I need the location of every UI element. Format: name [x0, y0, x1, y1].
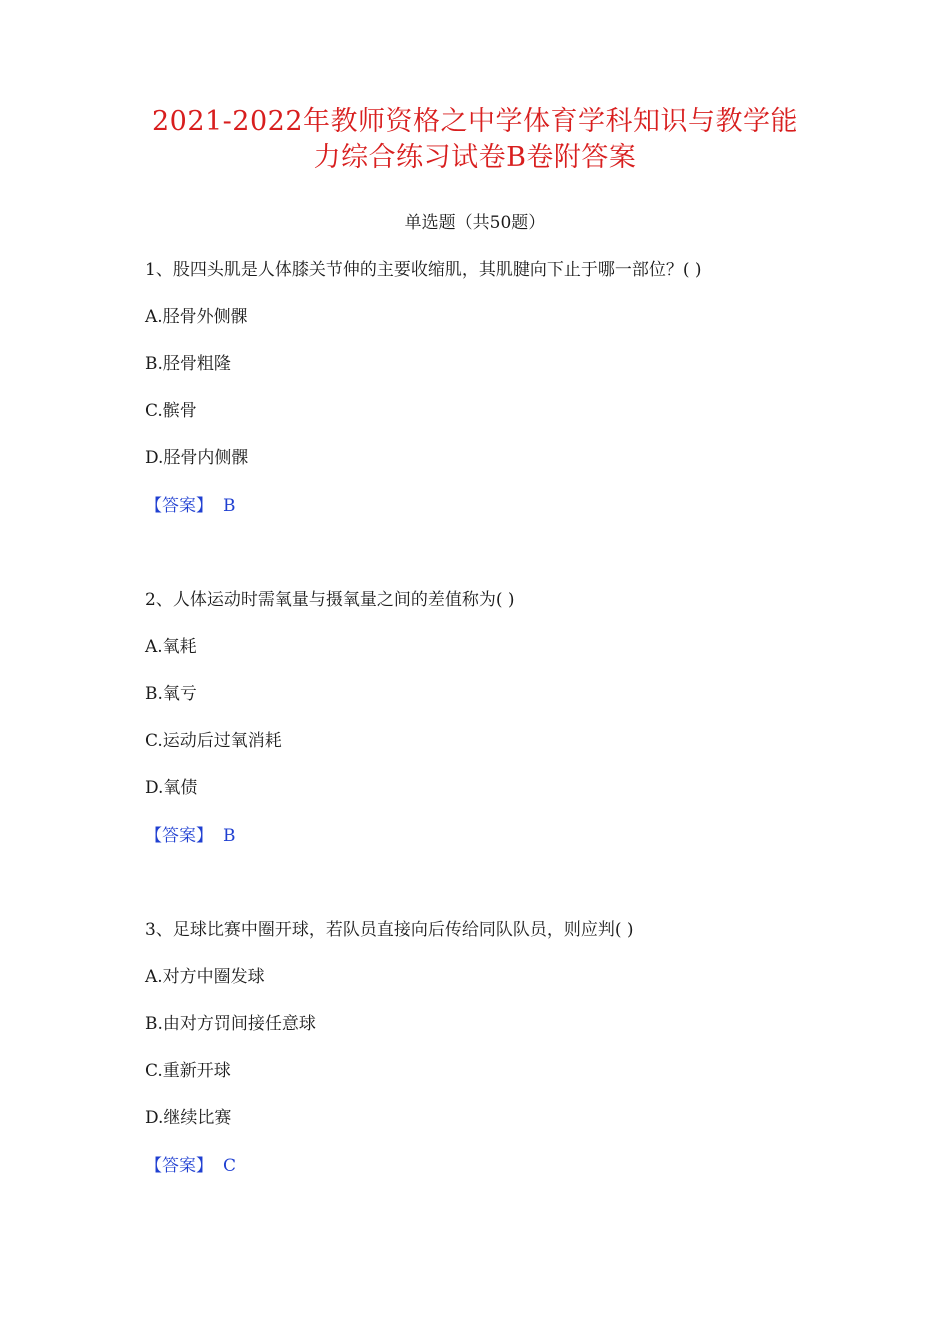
question-1-option-a: A.胫骨外侧髁: [145, 307, 248, 327]
title-line-2: 力综合练习试卷B卷附答案: [313, 142, 637, 173]
question-3-option-b: B.由对方罚间接任意球: [145, 1014, 316, 1034]
answer-value: B: [223, 496, 236, 516]
question-2-option-d: D.氧债: [145, 778, 198, 798]
question-1-answer: [145, 494, 236, 518]
question-3-option-a: A.对方中圈发球: [145, 967, 265, 987]
answer-value: C: [223, 1156, 237, 1176]
document-title: [100, 104, 850, 176]
question-1-text: 1、股四头肌是人体膝关节伸的主要收缩肌，其肌腱向下止于哪一部位？( ): [145, 260, 702, 280]
answer-tag: 【答案】: [145, 1156, 213, 1176]
question-1-option-c: C.髌骨: [145, 401, 197, 421]
question-3-text: 3、足球比赛中圈开球，若队员直接向后传给同队队员，则应判( ): [145, 920, 634, 940]
question-3-option-d: D.继续比赛: [145, 1108, 232, 1128]
section-header: 单选题（共50题）: [404, 213, 546, 233]
question-2-answer: [145, 824, 236, 848]
question-1-option-b: B.胫骨粗隆: [145, 354, 231, 374]
answer-tag: 【答案】: [145, 826, 213, 846]
question-2-option-a: A.氧耗: [145, 637, 197, 657]
question-2-option-c: C.运动后过氧消耗: [145, 731, 282, 751]
question-2-option-b: B.氧亏: [145, 684, 197, 704]
question-2-text: 2、人体运动时需氧量与摄氧量之间的差值称为( ): [145, 590, 515, 610]
question-3-option-c: C.重新开球: [145, 1061, 231, 1081]
question-3-answer: [145, 1154, 236, 1178]
question-1-option-d: D.胫骨内侧髁: [145, 448, 249, 468]
answer-tag: 【答案】: [145, 496, 213, 516]
title-line-1: 2021-2022年教师资格之中学体育学科知识与教学能: [151, 106, 799, 137]
answer-value: B: [223, 826, 236, 846]
